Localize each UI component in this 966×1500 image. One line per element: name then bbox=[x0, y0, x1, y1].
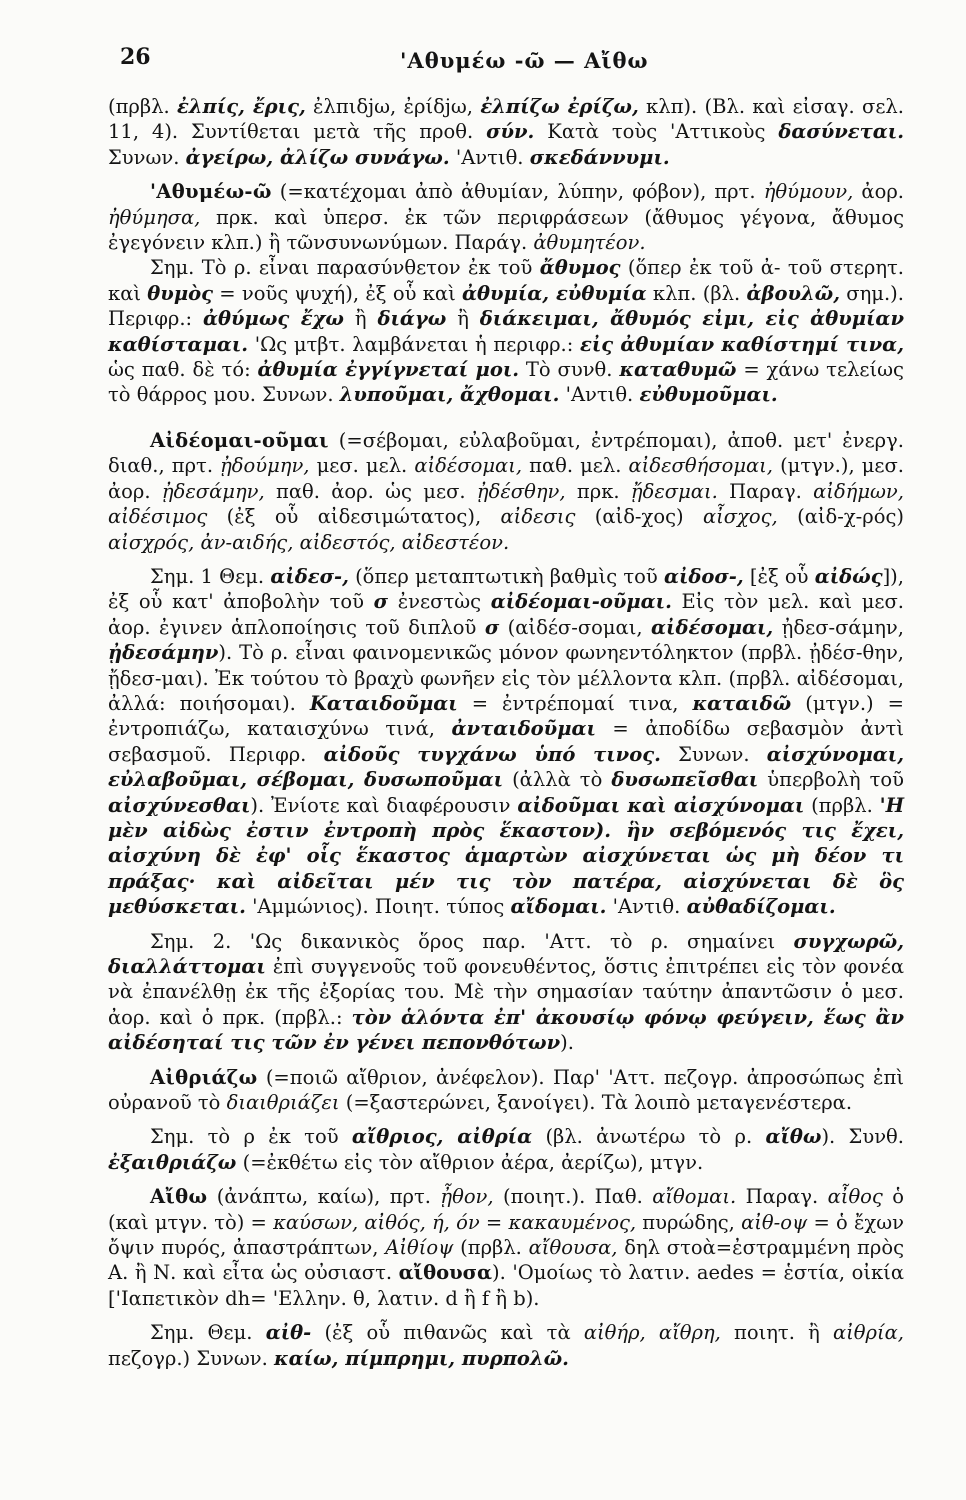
text-run: διάκειμαι, ἄθυμός εἰμι, εἰς ἀθυμίαν καθίσταμαι. bbox=[108, 307, 904, 356]
text-run: καταθυμῶ bbox=[619, 358, 737, 382]
dictionary-body bbox=[108, 94, 904, 1371]
text-run: = ἐντρέπομαί τινα, bbox=[457, 691, 693, 715]
text-run: ἐπὶ συγγενοῦς τοῦ φονευθέντος, ὅστις ἐπιτρέπει εἰς τὸν φονέα νὰ ἐπανέλθῃ ἐκ τῆς ἐξορίας του. Μὲ τὴν σημασίαν ταύτην ἀπαντῶσιν ὁ μεσ. ἀορ. καὶ ὁ πρκ. (πρβλ.: bbox=[108, 955, 904, 1029]
text-run: = χάνω τελείως τὸ θάρρος μου. Συνων. bbox=[108, 358, 904, 407]
text-run: καύσων, αἰθός, ή, όν bbox=[273, 1210, 480, 1234]
paragraph-note-aithriazo bbox=[108, 1124, 904, 1175]
text-run: Αἰθίοψ bbox=[385, 1236, 454, 1260]
paragraph-note-athymeo bbox=[108, 255, 904, 407]
text-run: = ἀποδίδω σεβασμὸν ἀντὶ σεβασμοῦ. Περιφρ. bbox=[108, 717, 904, 766]
text-run: (=σέβομαι, εὐλαβοῦμαι, ἐντρέπομαι), ἀποθ. μετ' ἐνεργ. διαθ., πρτ. bbox=[108, 428, 904, 478]
page-number: 26 bbox=[120, 44, 151, 70]
paragraph-note-aideomai-1 bbox=[108, 564, 904, 920]
text-run: Παραγ. bbox=[736, 1185, 828, 1209]
text-run: (ἐξ οὗ πιθανῶς καὶ τὰ bbox=[311, 1321, 584, 1345]
text-run: (=ποιῶ αἴθριον, ἀνέφελον). Παρ' 'Αττ. πεζογρ. ἀπροσώπως ἐπὶ οὐρανοῦ τὸ bbox=[108, 1065, 904, 1115]
text-run: 'Αντιθ. bbox=[606, 895, 687, 919]
text-run: Καταιδοῦμαι bbox=[309, 691, 458, 715]
text-run: ᾐδέσθην, bbox=[476, 479, 566, 503]
text-run: 'Η μὲν αἰδὼς ἐστιν ἐντροπὴ πρὸς ἕκαστον). ἣν σεβόμενός τις ἔχει, αἰσχύνη δὲ ἐφ' οἷς ἕκαστος ἁμαρτὼν αἰσχύνεται ὡς μὴ δέον τι πράξας· καὶ αἰδεῖται μέν τις τὸν πατέρα, αἰσχύνεται δὲ ὃς μεθύσκεται. bbox=[108, 793, 904, 919]
paragraph-entry-aitho bbox=[108, 1184, 904, 1311]
text-run: (μτγν.), μεσ. ἀορ. bbox=[108, 454, 904, 503]
text-run: ]), ἐξ οὗ κατ' ἀποβολὴν τοῦ bbox=[108, 564, 904, 614]
text-run: ἠθύμουν, bbox=[763, 180, 854, 204]
text-run: αἰδεσ-, bbox=[270, 564, 349, 588]
text-run: (βλ. ἀνωτέρω τὸ ρ. bbox=[532, 1125, 766, 1149]
text-run: Τὸ συνθ. bbox=[519, 358, 620, 382]
text-run: (ἀνάπτω, καίω), πρτ. bbox=[207, 1185, 441, 1209]
text-run: διάγω bbox=[377, 307, 447, 331]
text-run: ᾐδούμην, bbox=[220, 454, 310, 478]
text-run: ). 'Ομοίως τὸ λατιν. aedes = ἑστία, οἰκία ['Ιαπετικὸν dh= 'Ελλην. θ, λατιν. d ἢ f ἢ b). bbox=[108, 1261, 904, 1310]
text-run: ἀθύμως ἔχω bbox=[203, 307, 344, 331]
text-run: ἄθυμος bbox=[539, 256, 621, 280]
text-run: καίω, πίμπρημι, πυρπολῶ. bbox=[274, 1346, 569, 1370]
text-run: πρκ. bbox=[565, 479, 631, 503]
text-run: ). Συνθ. bbox=[821, 1125, 904, 1149]
text-run: = bbox=[479, 1210, 509, 1234]
text-run: ἢ bbox=[343, 307, 378, 331]
text-run: δασύνεται. bbox=[778, 120, 904, 144]
text-run: αἰδεσθήσομαι, bbox=[628, 454, 774, 478]
text-run: σκεδάννυμι. bbox=[529, 145, 670, 169]
text-run: ἀορ. bbox=[853, 180, 904, 204]
text-run: ᾐδεσάμην, bbox=[161, 479, 265, 503]
text-run: ἐξαιθριάζω bbox=[108, 1150, 237, 1174]
text-run: Σημ. 1 Θεμ. bbox=[150, 564, 271, 588]
text-run: (μτγν.) = ἐντροπιάζω, καταισχύνω τινά, bbox=[108, 691, 904, 741]
text-run: 'Αντιθ. bbox=[449, 145, 530, 169]
paragraph-note-aideomai-2 bbox=[108, 929, 904, 1056]
text-run: ἀθυμία ἐγγίγνεταί μοι. bbox=[257, 358, 520, 382]
text-run: διαιθριάζει bbox=[226, 1091, 340, 1115]
text-run: αἶθος bbox=[827, 1185, 883, 1209]
text-run: (=κατέχομαι ἀπὸ ἀθυμίαν, λύπην, φόβον), πρτ. bbox=[271, 180, 764, 204]
text-run: (ἀλλὰ τὸ bbox=[503, 768, 612, 792]
text-run: τὸν ἁλόντα ἐπ' ἀκουσίῳ φόνῳ φεύγειν, ἕως ἂν αἰδέσηταί τις τῶν ἐν γένει πεπονθότων bbox=[108, 1005, 904, 1055]
text-run: παθ. ἀορ. ὡς μεσ. bbox=[264, 479, 477, 503]
paragraph-note-aitho bbox=[108, 1320, 904, 1371]
text-run: αἰδοῦμαι καὶ αἰσχύνομαι bbox=[517, 793, 805, 817]
text-run: αἰδοσ-, bbox=[663, 564, 744, 588]
text-run: αἴθριος, αἰθρία bbox=[351, 1125, 533, 1149]
text-run: Σημ. τὸ ρ ἐκ τοῦ bbox=[150, 1125, 352, 1149]
text-run: αἴθουσα bbox=[398, 1261, 493, 1285]
text-run: αἰδεσις bbox=[500, 505, 576, 529]
headword: Αἰθριάζω bbox=[150, 1065, 258, 1089]
text-run: Εἰς τὸν μελ. καὶ μεσ. ἀορ. ἐγινεν ἁπλοποίησις τοῦ διπλοῦ bbox=[108, 590, 905, 639]
text-run: αἰσχύνεσθαι bbox=[108, 793, 251, 817]
text-run: συγχωρῶ, διαλλάττομαι bbox=[108, 929, 904, 978]
text-run: αἰδέσομαι, bbox=[414, 454, 523, 478]
text-run: = νοῦς ψυχή), ἐξ οὗ καὶ bbox=[213, 281, 463, 305]
text-run: ). Τὸ ρ. εἶναι φαινομενικῶς μόνον φωνηεντόληκτον (πρβλ. ᾐδέσ-θην, ᾔδεσ-μαι). Ἐκ τούτου τὸ βραχὺ φωνῆεν εἰς τὸν μέλλοντα κλπ. (πρβλ. αἰδέσομαι, ἀλλά: ποιήσομαι). bbox=[108, 641, 904, 715]
text-run: παθ. μελ. bbox=[522, 454, 629, 478]
text-run: Σημ. Θεμ. bbox=[150, 1321, 266, 1345]
text-run: (πρβλ. bbox=[804, 793, 880, 817]
text-run: (=ξαστερώνει, ξανοίγει). Τὰ λοιπὸ μεταγενέστερα. bbox=[339, 1091, 853, 1115]
text-run: (ἐξ οὗ αἰδεσιμώτατος), bbox=[207, 505, 501, 529]
running-head: 'Αθυμέω -ῶ — Αἴθω bbox=[400, 48, 649, 73]
text-run: 'Ως μτβτ. λαμβάνεται ἡ περιφρ.: bbox=[248, 332, 580, 356]
paragraph-entry-aithriazo bbox=[108, 1065, 904, 1116]
text-run: (αἰδ-χος) bbox=[575, 505, 703, 529]
text-run: (αἰδέσ-σομαι, bbox=[499, 615, 652, 639]
text-run: Κατὰ τοὺς 'Αττικοὺς bbox=[534, 120, 779, 144]
text-run: [ἐξ οὗ bbox=[743, 564, 815, 588]
text-run: ᾔδεσμαι. bbox=[630, 479, 718, 503]
text-run: ἀθυμητέον. bbox=[533, 231, 646, 255]
text-run: Σημ. 2. 'Ως δικανικὸς ὅρος παρ. 'Αττ. τὸ ρ. σημαίνει bbox=[150, 929, 794, 953]
text-run: αἰσχρός, ἀν-αιδής, αἰδεστός, αἰδεστέον. bbox=[108, 530, 510, 554]
text-run: ἐλπίζω ἐρίζω, bbox=[480, 95, 639, 118]
text-run: ἐλπιδjω, ἐρίδjω, bbox=[305, 95, 481, 118]
text-run: αἰθρία, bbox=[832, 1321, 904, 1345]
text-run: ὑπερβολὴ τοῦ bbox=[758, 768, 904, 792]
text-run: Σημ. Τὸ ρ. εἶναι παρασύνθετον ἐκ τοῦ bbox=[150, 256, 540, 280]
text-run: θυμὸς bbox=[147, 281, 213, 305]
text-run: ᾖθον, bbox=[440, 1185, 494, 1209]
text-run: αἰδώς bbox=[814, 564, 883, 588]
text-run: ᾐδεσάμην bbox=[108, 641, 219, 665]
text-run: κακαυμένος, bbox=[508, 1210, 637, 1234]
text-run: μεσ. μελ. bbox=[309, 454, 415, 478]
text-run: (αἰδ-χ-ρός) bbox=[777, 505, 904, 529]
text-run: αἴθομαι. bbox=[652, 1185, 737, 1209]
text-run: αἰδοῦς τυγχάνω ὑπό τινος. bbox=[323, 742, 661, 766]
text-run: ἢ bbox=[446, 307, 480, 331]
text-run: αἴθουσα, bbox=[528, 1236, 618, 1260]
text-run: καταιδῶ bbox=[692, 691, 792, 715]
headword: 'Αθυμέω-ῶ bbox=[150, 180, 272, 204]
paragraph-entry-aideomai bbox=[108, 428, 904, 555]
text-run: δηλ στοὰ=ἐστραμμένη πρὸς Α. ἢ Ν. καὶ εἶτα ὡς οὐσιαστ. bbox=[108, 1236, 904, 1285]
text-run: αἰδέομαι-οῦμαι. bbox=[490, 590, 672, 614]
text-run: (πρβλ. bbox=[453, 1236, 529, 1260]
text-run: αἰδήμων, αἰδέσιμος bbox=[108, 479, 904, 529]
text-run: αἰσχύνομαι, εὐλαβοῦμαι, σέβομαι, δυσωποῦμαι bbox=[108, 742, 904, 792]
text-run: αὐθαδίζομαι. bbox=[686, 895, 836, 919]
text-run: ποιητ. ἢ bbox=[720, 1321, 833, 1345]
text-run: ἀθυμία, εὐθυμία bbox=[462, 281, 647, 305]
text-run: ὡς παθ. δὲ τό: bbox=[108, 358, 258, 382]
text-run: εὐθυμοῦμαι. bbox=[639, 383, 778, 407]
text-run: ἀβουλῶ, bbox=[746, 281, 841, 305]
text-run: ἐλπίς, ἔρις, bbox=[177, 95, 306, 118]
text-run: ἠθύμησα, bbox=[108, 205, 201, 229]
text-run: ὁ (καὶ μτγν. τὸ) = bbox=[108, 1185, 904, 1234]
text-run: ἀγείρω, ἀλίζω συνάγω. bbox=[185, 145, 450, 169]
text-run: αἶσχος, bbox=[702, 505, 778, 529]
headword: Αἰδέομαι-οῦμαι bbox=[150, 428, 329, 452]
text-run: (ὅπερ ἐκ τοῦ ἀ- τοῦ στερητ. καὶ bbox=[108, 256, 904, 305]
text-run: σύν. bbox=[486, 120, 535, 144]
text-run: αἰδέσομαι, bbox=[651, 615, 774, 639]
text-run: πυρώδης, bbox=[636, 1210, 742, 1234]
text-run: Παραγ. bbox=[717, 479, 814, 503]
text-run: αἴθω bbox=[765, 1125, 822, 1149]
text-run: (ποιητ.). Παθ. bbox=[493, 1185, 653, 1209]
text-run: Συνων. bbox=[660, 742, 767, 766]
text-run: 'Αμμώνιος). Ποιητ. τύπος bbox=[245, 895, 511, 919]
text-run: δυσωπεῖσθαι bbox=[611, 768, 759, 792]
text-run: πρκ. καὶ ὑπερσ. ἐκ τῶν περιφράσεων (ἄθυμος γέγονα, ἄθυμος ἐγεγόνειν κλπ.) ἢ τῶνσυνωνύμων. Παράγ. bbox=[108, 205, 904, 255]
text-run: αἰθ- bbox=[265, 1321, 312, 1345]
text-run: (ὅπερ μεταπτωτικὴ βαθμὶς τοῦ bbox=[348, 564, 664, 588]
text-run: Συνων. bbox=[108, 145, 186, 169]
text-run: λυποῦμαι, ἄχθομαι. bbox=[339, 383, 560, 407]
text-run: κλπ. (βλ. bbox=[646, 281, 747, 305]
text-run: αἴδομαι. bbox=[510, 895, 607, 919]
text-run: 'Αντιθ. bbox=[559, 383, 640, 407]
text-run: αἰθ-οψ bbox=[741, 1210, 808, 1234]
text-run: ᾐδεσ-σάμην, bbox=[773, 615, 904, 639]
text-run: εἰς ἀθυμίαν καθίστημί τινα, bbox=[579, 332, 904, 356]
text-run: σ bbox=[484, 615, 500, 639]
headword: Αἴθω bbox=[150, 1185, 208, 1209]
text-run: (=ἐκθέτω εἰς τὸν αἴθριον ἀέρα, ἀερίζω), μτγν. bbox=[236, 1150, 704, 1174]
paragraph-intro-continuation bbox=[108, 94, 904, 170]
text-run: = ὁ ἔχων ὄψιν πυρός, ἀπαστράπτων, bbox=[108, 1210, 905, 1260]
text-run: πεζογρ.) Συνων. bbox=[108, 1346, 274, 1370]
text-run: ). bbox=[560, 1031, 574, 1055]
text-run: ). Ἐνίοτε καὶ διαφέρουσιν bbox=[250, 793, 518, 817]
text-run: κλπ). (Βλ. καὶ εἰσαγ. σελ. 11, 4). Συντίθεται μετὰ τῆς προθ. bbox=[108, 95, 904, 144]
text-run: αἰθήρ, αἴθρη, bbox=[583, 1321, 721, 1345]
text-run: σημ.). Περιφρ.: bbox=[108, 281, 904, 331]
text-run: ἐνεστὼς bbox=[388, 590, 491, 614]
text-run: ἀνταιδοῦμαι bbox=[451, 717, 596, 741]
text-run: (πρβλ. bbox=[108, 95, 178, 118]
text-run: σ bbox=[373, 590, 389, 614]
paragraph-entry-athymeo bbox=[108, 179, 904, 255]
